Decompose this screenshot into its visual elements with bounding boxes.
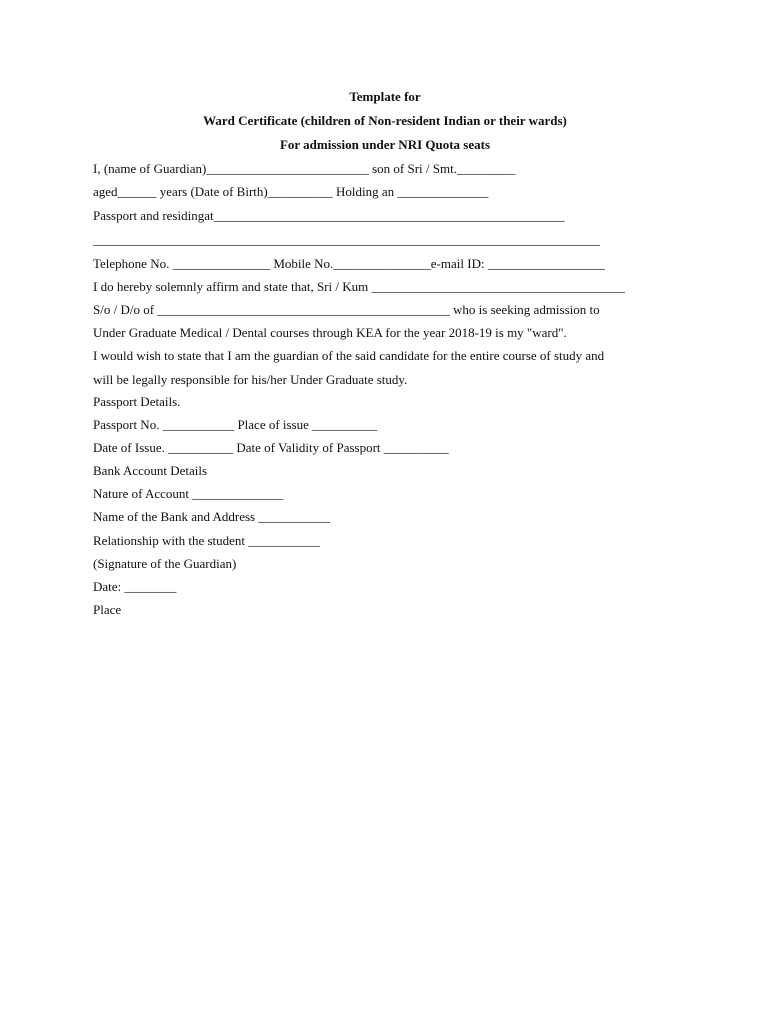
account-nature-line: Nature of Account ______________ <box>93 486 284 501</box>
guardian-name-line: I, (name of Guardian)_________________________ son of Sri / Smt._________ <box>93 161 516 176</box>
passport-number-line: Passport No. ___________ Place of issue __________ <box>93 417 378 432</box>
document-title-line-1: Template for <box>349 89 421 104</box>
affirmation-line: I do hereby solemnly affirm and state that, Sri / Kum _______________________________________ <box>93 279 625 294</box>
passport-dates-line: Date of Issue. __________ Date of Validity of Passport __________ <box>93 440 449 455</box>
passport-details-heading: Passport Details. <box>93 394 181 409</box>
document-title-line-2: Ward Certificate (children of Non-resident Indian or their wards) <box>203 113 567 128</box>
bank-name-line: Name of the Bank and Address ___________ <box>93 509 330 524</box>
candidate-parent-line: S/o / D/o of _____________________________________________ who is seeking admission to <box>93 302 600 317</box>
contact-line: Telephone No. _______________ Mobile No._______________e-mail ID: __________________ <box>93 256 605 271</box>
place-line: Place <box>93 602 122 617</box>
guardian-signature-label: (Signature of the Guardian) <box>93 556 237 571</box>
age-dob-line: aged______ years (Date of Birth)__________ Holding an ______________ <box>93 184 489 199</box>
date-line: Date: ________ <box>93 579 177 594</box>
responsibility-line: will be legally responsible for his/her Under Graduate study. <box>93 372 408 387</box>
address-continuation-line: ______________________________________________________________________________ <box>93 232 600 247</box>
course-line: Under Graduate Medical / Dental courses through KEA for the year 2018-19 is my "ward". <box>93 325 567 340</box>
guardian-statement-line: I would wish to state that I am the guardian of the said candidate for the entire course of study and <box>93 348 605 363</box>
passport-residence-line: Passport and residingat______________________________________________________ <box>93 208 565 223</box>
relationship-line: Relationship with the student ___________ <box>93 533 320 548</box>
document-title-line-3: For admission under NRI Quota seats <box>279 137 491 152</box>
bank-details-heading: Bank Account Details <box>93 463 208 478</box>
